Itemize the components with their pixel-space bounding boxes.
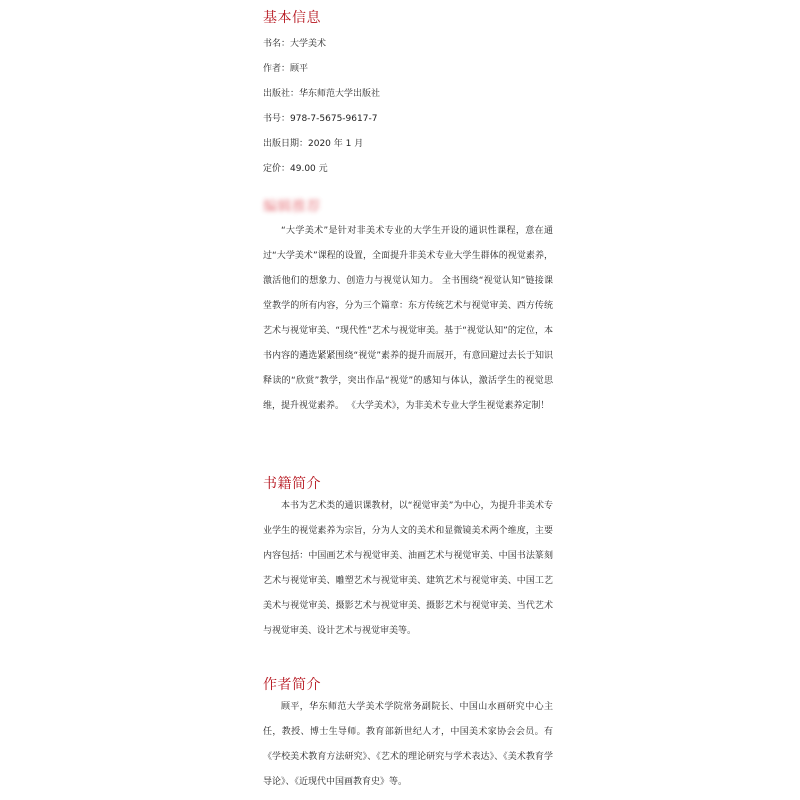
info-row-author: 作者：顾平 xyxy=(263,64,309,74)
editor-recommendation-text: “大学美术”是针对非美术专业的大学生开设的通识性课程，意在通过“大学美术”课程的设置，全面提升非美术专业大学生群体的视觉素养，激活他们的想象力、创造力与视觉认知力。 全书围绕“视觉认知”链接课堂教学的所有内容，分为三个篇章：东方传统艺术与视觉审美、西方传统艺术与视觉审美、“现代性”艺术与视觉审美。基于“视觉认知”的定位，本书内容的遴选紧紧围绕“视觉”素养的提升而展开，有意回避过去长于知识释读的“欣赏”教学，突出作品“视觉”的感知与体认，激活学生的视觉思维，提升视觉素养。 《大学美术》，为非美术专业大学生视觉素养定制！ xyxy=(263,226,553,411)
info-row-publisher: 出版社：华东师范大学出版社 xyxy=(263,89,381,99)
book-intro-text: 本书为艺术类的通识课教材，以“视觉审美”为中心，为提升非美术专业学生的视觉素养为宗旨，分为人文的美术和显微镜美术两个维度，主要内容包括：中国画艺术与视觉审美、油画艺术与视觉审美、中国书法篆刻艺术与视觉审美、雕塑艺术与视觉审美、建筑艺术与视觉审美、中国工艺美术与视觉审美、摄影艺术与视觉审美、摄影艺术与视觉审美、当代艺术与视觉审美、设计艺术与视觉审美等。 xyxy=(263,501,553,636)
book-intro-title: 书籍简介 xyxy=(263,476,321,492)
info-row-price: 定价：49.00 元 xyxy=(263,164,328,174)
info-row-title: 书名：大学美术 xyxy=(263,39,327,49)
author-intro-title: 作者简介 xyxy=(263,677,321,693)
basic-info-title: 基本信息 xyxy=(263,10,321,26)
info-row-isbn: 书号：978-7-5675-9617-7 xyxy=(263,114,378,124)
author-intro-text: 顾平，华东师范大学美术学院常务副院长、中国山水画研究中心主任，教授、博士生导师。教育部新世纪人才，中国美术家协会会员。有《学校美术教育方法研究》、《艺术的理论研究与学术表达》、《美术教育学导论》、《近现代中国画教育史》等。 xyxy=(263,702,553,787)
editor-recommendation-title: 编辑推荐 xyxy=(263,199,321,215)
info-row-publish-date: 出版日期：2020 年 1 月 xyxy=(263,139,364,149)
